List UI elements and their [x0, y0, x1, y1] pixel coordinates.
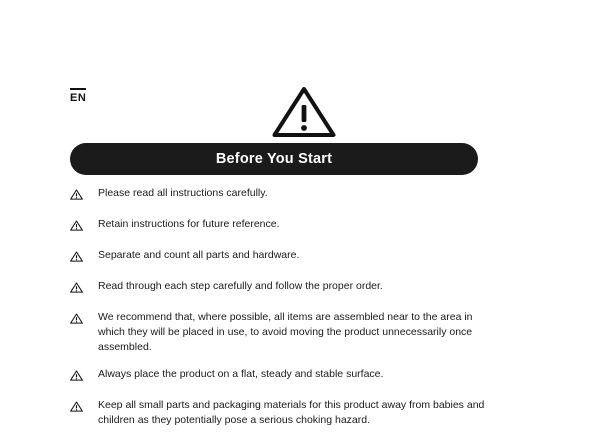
page-title: Before You Start: [215, 151, 333, 167]
warning-triangle-icon: [70, 217, 84, 236]
list-item: [70, 186, 490, 205]
instructions-list: [70, 186, 490, 440]
warning-triangle-icon: [70, 248, 84, 267]
warning-triangle-icon: [70, 186, 84, 205]
instruction-text: We recommend that, where possible, all items are assembled near to the area in which they will be placed in use, to avoid moving the product unnecessarily once assembled.: [98, 311, 473, 353]
instruction-text: Retain instructions for future reference.: [98, 218, 280, 230]
instruction-text: Please read all instructions carefully.: [98, 187, 268, 199]
instruction-text: Separate and count all parts and hardware.: [98, 249, 300, 261]
list-item: [70, 248, 490, 267]
list-item: [70, 310, 490, 355]
warning-triangle-icon: [70, 398, 84, 417]
list-item: [70, 367, 490, 386]
warning-triangle-icon: [70, 279, 84, 298]
warning-triangle-header: [0, 86, 608, 143]
instruction-text: Read through each step carefully and follow the proper order.: [98, 280, 383, 292]
section-title-bar: [70, 143, 478, 175]
warning-triangle-icon: [272, 86, 336, 143]
list-item: [70, 398, 490, 428]
instruction-text: Keep all small parts and packaging materials for this product away from babies and children as they potentially pose a serious choking hazard.: [98, 399, 485, 426]
list-item: [70, 217, 490, 236]
list-item: [70, 279, 490, 298]
warning-triangle-icon: [70, 367, 84, 386]
language-marker: EN: [70, 88, 86, 104]
instruction-text: Always place the product on a flat, steady and stable surface.: [98, 368, 384, 380]
warning-triangle-icon: [70, 310, 84, 329]
